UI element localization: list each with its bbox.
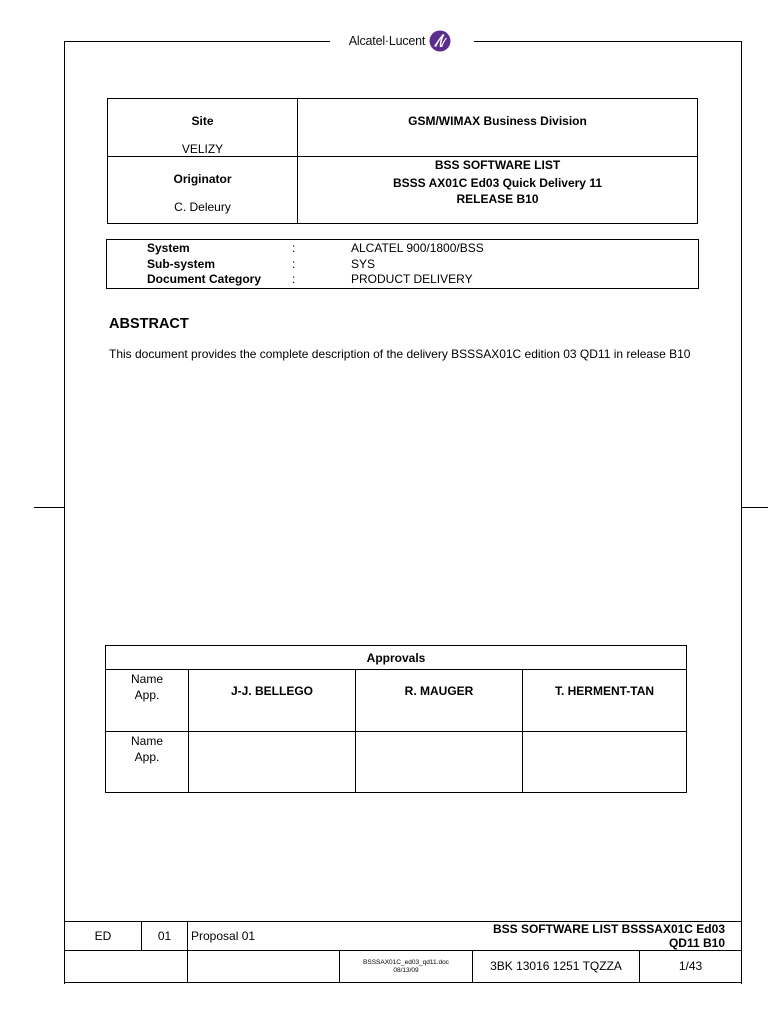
approvals-row-label — [106, 670, 189, 732]
system-label: System — [147, 241, 190, 255]
doc-category-value: PRODUCT DELIVERY — [351, 272, 473, 286]
approver-3: T. HERMENT-TAN — [523, 670, 687, 732]
name-label: Name — [130, 672, 163, 686]
approvals-row — [106, 670, 687, 732]
footer-empty-cell — [65, 951, 188, 983]
footer-file-cell — [340, 951, 473, 983]
system-row — [107, 241, 698, 257]
system-colon: : — [292, 241, 296, 255]
approvals-row-label-2 — [106, 732, 189, 793]
footer-filename: BSSSAX01C_ed03_qd11.doc — [363, 958, 449, 966]
signature-cell-1 — [189, 732, 356, 793]
frame-top-left — [64, 41, 330, 42]
doc-category-colon: : — [292, 272, 296, 286]
site-cell — [108, 99, 298, 157]
footer-ed-value: 01 — [142, 922, 188, 951]
originator-label: Originator — [173, 172, 232, 186]
fold-mark-right — [742, 507, 768, 508]
abstract-body: This document provides the complete description of the delivery BSSSAX01C edition 03 QD11 in release B10 — [109, 347, 691, 361]
frame-left — [64, 41, 65, 984]
footer-doc-title: BSS SOFTWARE LIST BSSSAX01C Ed03 QD11 B10 — [473, 922, 742, 951]
footer-reference: 3BK 13016 1251 TQZZA — [473, 951, 640, 983]
footer-table — [64, 921, 742, 983]
fold-mark-left — [34, 507, 64, 508]
subsystem-label: Sub-system — [147, 257, 216, 271]
abstract-heading: ABSTRACT — [109, 316, 189, 332]
footer-blank-cell — [188, 951, 340, 983]
subsystem-row — [107, 257, 698, 273]
site-value: VELIZY — [181, 142, 224, 156]
company-logo — [330, 28, 470, 54]
doc-title-line1: BSS SOFTWARE LIST — [434, 158, 561, 172]
alcatel-lucent-mark-icon — [429, 30, 451, 52]
subsystem-colon: : — [292, 257, 296, 271]
frame-top-right — [474, 41, 742, 42]
division-name: GSM/WIMAX Business Division — [408, 114, 587, 128]
signature-cell-3 — [523, 732, 687, 793]
frame-right — [741, 41, 742, 984]
division-cell — [298, 99, 698, 157]
doc-category-row — [107, 272, 698, 288]
title-cell — [298, 157, 698, 224]
doc-title-line3: RELEASE B10 — [456, 192, 539, 206]
document-header-table — [107, 98, 698, 224]
name-label-2: Name — [130, 734, 163, 748]
logo-text: Alcatel·Lucent — [348, 34, 426, 48]
footer-date: 08/13/09 — [393, 966, 419, 974]
footer-status: Proposal 01 — [188, 922, 473, 951]
originator-value: C. Deleury — [174, 200, 231, 214]
originator-cell — [108, 157, 298, 224]
footer-ed-label: ED — [65, 922, 142, 951]
approvals-row-empty — [106, 732, 687, 793]
system-info-box — [106, 239, 699, 289]
signature-cell-2 — [356, 732, 523, 793]
system-value: ALCATEL 900/1800/BSS — [351, 241, 484, 255]
approver-1: J-J. BELLEGO — [189, 670, 356, 732]
approver-2: R. MAUGER — [356, 670, 523, 732]
subsystem-value: SYS — [351, 257, 376, 271]
app-label: App. — [134, 688, 160, 702]
footer-page-number: 1/43 — [640, 951, 742, 983]
doc-title-line2: BSSS AX01C Ed03 Quick Delivery 11 — [393, 176, 602, 190]
site-label: Site — [191, 114, 214, 128]
app-label-2: App. — [134, 750, 160, 764]
approvals-header: Approvals — [106, 646, 687, 670]
doc-category-label: Document Category — [147, 272, 262, 286]
approvals-table — [105, 645, 687, 793]
